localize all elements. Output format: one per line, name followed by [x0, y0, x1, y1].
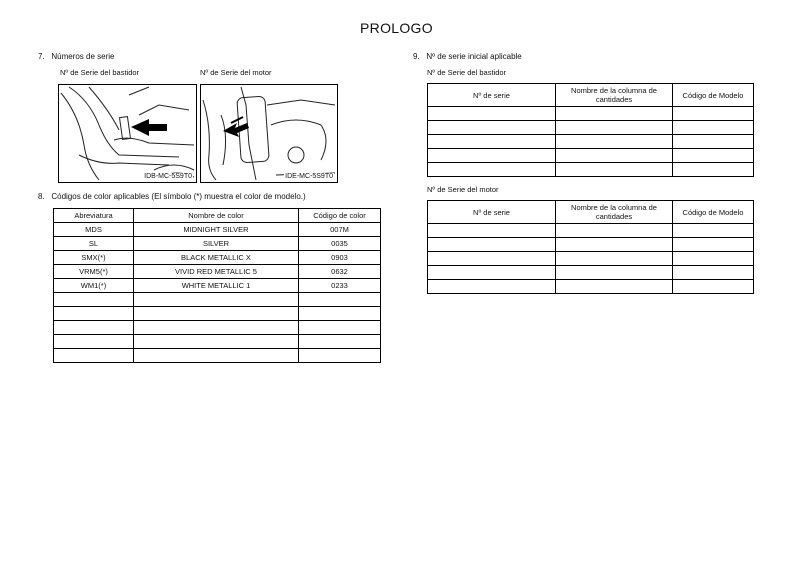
frame-serial-table: [427, 83, 754, 177]
table-cell: [556, 252, 673, 266]
frame-number-label: Nº de Serie del bastidor: [60, 68, 140, 77]
table-row: [428, 252, 754, 266]
table-cell: [428, 107, 556, 121]
abbreviation-cell: WM1(*): [54, 279, 134, 293]
engine-arrow: [223, 123, 249, 137]
table-cell: [556, 238, 673, 252]
color-code-cell: [299, 349, 381, 363]
color-name-cell: WHITE METALLIC 1: [134, 279, 299, 293]
table-header-row: [428, 84, 754, 107]
table-row: [54, 279, 381, 293]
table-cell: [673, 163, 754, 177]
abbreviation-cell: VRM5(*): [54, 265, 134, 279]
table-row: [428, 238, 754, 252]
engine-serial-table: [427, 200, 754, 294]
section-9-heading: 9. Nº de serie inicial aplicable: [413, 52, 522, 61]
frame-number-illustration: [58, 84, 197, 183]
color-code-cell: 0903: [299, 251, 381, 265]
column-header: Código de Modelo: [673, 84, 754, 107]
table-row: [428, 135, 754, 149]
color-code-cell: [299, 307, 381, 321]
engine-number-illustration: [200, 84, 338, 183]
table-row: [428, 266, 754, 280]
table-row: [54, 349, 381, 363]
table-row: [428, 121, 754, 135]
table-row: [54, 237, 381, 251]
column-header: Nombre de la columna de cantidades: [556, 84, 673, 107]
color-code-cell: 0632: [299, 265, 381, 279]
table-cell: [556, 121, 673, 135]
color-code-cell: [299, 335, 381, 349]
table-cell: [673, 224, 754, 238]
table-cell: [673, 252, 754, 266]
abbreviation-cell: [54, 321, 134, 335]
table-cell: [673, 266, 754, 280]
color-name-cell: [134, 335, 299, 349]
column-header: Nombre de color: [134, 209, 299, 223]
column-header: Abreviatura: [54, 209, 134, 223]
color-code-table: [53, 208, 381, 363]
table-cell: [428, 238, 556, 252]
column-header: Código de color: [299, 209, 381, 223]
table-header-row: [54, 209, 381, 223]
page-title: PROLOGO: [360, 20, 433, 36]
abbreviation-cell: MDS: [54, 223, 134, 237]
table-cell: [428, 266, 556, 280]
table-cell: [428, 163, 556, 177]
table-row: [54, 223, 381, 237]
table-cell: [556, 280, 673, 294]
table-cell: [556, 224, 673, 238]
abbreviation-cell: SMX(*): [54, 251, 134, 265]
table-row: [54, 265, 381, 279]
table-cell: [428, 149, 556, 163]
color-code-cell: [299, 293, 381, 307]
color-name-cell: SILVER: [134, 237, 299, 251]
table-cell: [428, 252, 556, 266]
color-name-cell: BLACK METALLIC X: [134, 251, 299, 265]
column-header: Nombre de la columna de cantidades: [556, 201, 673, 224]
table-row: [54, 251, 381, 265]
abbreviation-cell: [54, 349, 134, 363]
table-row: [428, 163, 754, 177]
table-cell: [673, 121, 754, 135]
table-row: [428, 107, 754, 121]
table-cell: [673, 149, 754, 163]
table-cell: [673, 238, 754, 252]
table-cell: [428, 121, 556, 135]
color-code-cell: 0233: [299, 279, 381, 293]
table-cell: [673, 107, 754, 121]
color-name-cell: MIDNIGHT SILVER: [134, 223, 299, 237]
engine-image-caption: IDE-MC-5S9T0: [285, 173, 333, 180]
column-header: Nº de serie: [428, 201, 556, 224]
table-row: [54, 321, 381, 335]
color-code-cell: [299, 321, 381, 335]
color-name-cell: [134, 321, 299, 335]
frame-arrow: [131, 119, 167, 136]
table-row: [428, 280, 754, 294]
table-cell: [428, 280, 556, 294]
table-row: [54, 335, 381, 349]
color-name-cell: VIVID RED METALLIC 5: [134, 265, 299, 279]
table-row: [54, 307, 381, 321]
section-8-heading: 8. Códigos de color aplicables (El símbolo (*) muestra el color de modelo.): [38, 192, 306, 201]
table-row: [54, 293, 381, 307]
section-7-heading: 7. Números de serie: [38, 52, 115, 61]
frame-serial-label: Nº de Serie del bastidor: [427, 68, 507, 77]
abbreviation-cell: SL: [54, 237, 134, 251]
table-cell: [556, 149, 673, 163]
abbreviation-cell: [54, 307, 134, 321]
table-cell: [556, 107, 673, 121]
engine-number-label: Nº de Serie del motor: [200, 68, 272, 77]
table-row: [428, 224, 754, 238]
table-cell: [673, 280, 754, 294]
abbreviation-cell: [54, 335, 134, 349]
column-header: Nº de serie: [428, 84, 556, 107]
frame-drawing: [59, 85, 196, 182]
table-cell: [556, 266, 673, 280]
table-header-row: [428, 201, 754, 224]
table-cell: [428, 135, 556, 149]
color-code-cell: 007M: [299, 223, 381, 237]
color-code-cell: 0035: [299, 237, 381, 251]
table-row: [428, 149, 754, 163]
engine-drawing: [201, 85, 337, 182]
frame-image-caption: IDB-MC-5S9T0: [144, 173, 192, 180]
column-header: Código de Modelo: [673, 201, 754, 224]
color-name-cell: [134, 349, 299, 363]
abbreviation-cell: [54, 293, 134, 307]
table-cell: [428, 224, 556, 238]
table-cell: [556, 135, 673, 149]
table-cell: [673, 135, 754, 149]
color-name-cell: [134, 307, 299, 321]
color-name-cell: [134, 293, 299, 307]
table-cell: [556, 163, 673, 177]
engine-serial-label: Nº de Serie del motor: [427, 185, 499, 194]
